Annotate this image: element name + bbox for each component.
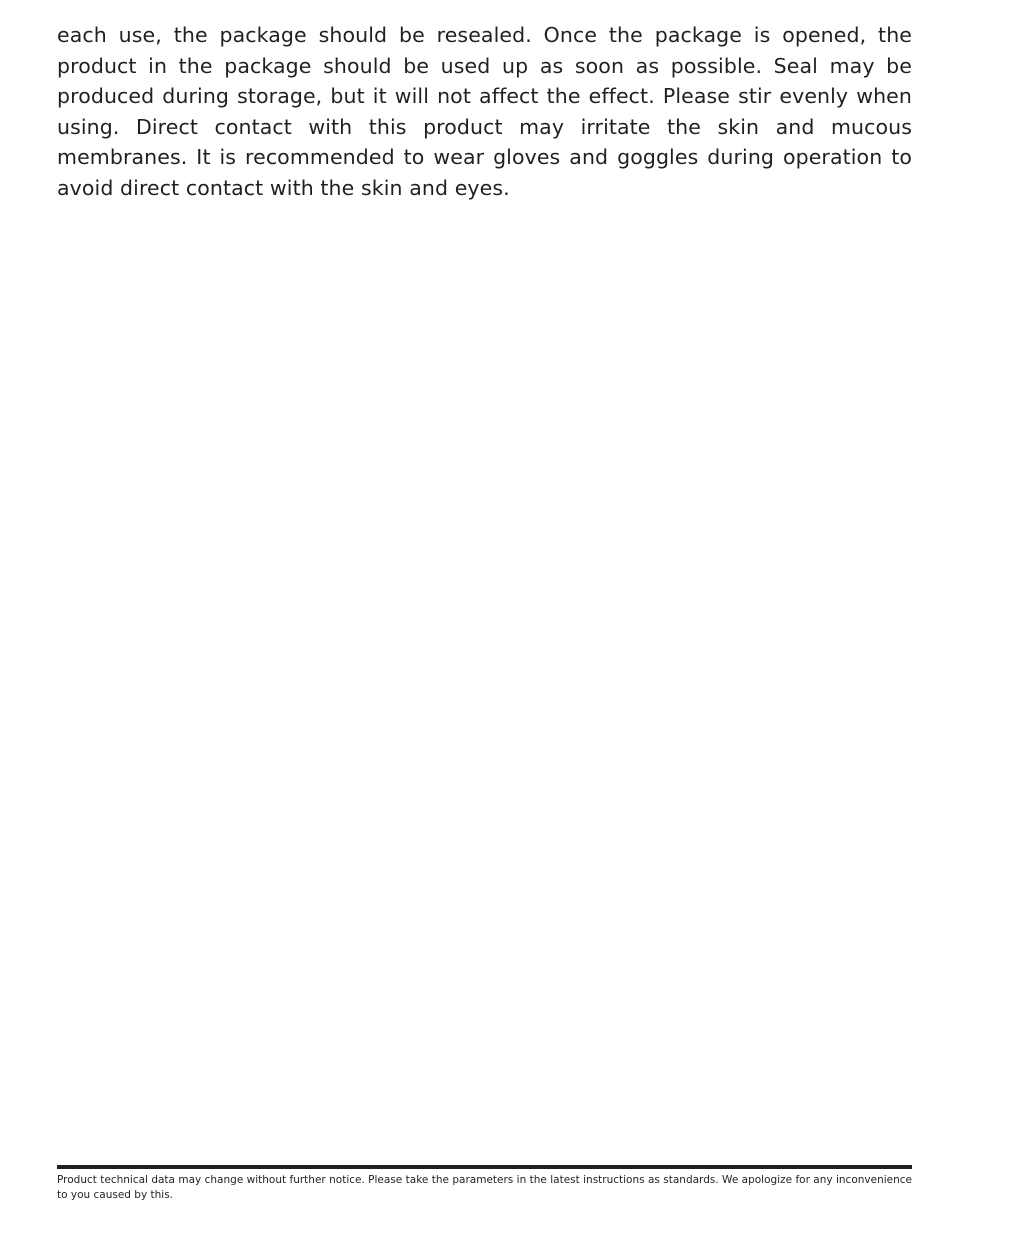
body-paragraph: each use, the package should be resealed. Once the package is opened, the product in the package should be used up as soon as possible. Seal may be produced during storage, but it will not affect the effect. Please stir evenly when using. Direct contact with this product may irritate the skin and mucous membranes. It is recommended to wear gloves and goggles during operation to avoid direct contact with the skin and eyes.	[57, 23, 912, 200]
footer-divider	[57, 1165, 912, 1169]
footer-disclaimer: Product technical data may change without further notice. Please take the parameters in the latest instructions as standards. We apologize for any inconvenience to you caused by this.	[57, 1174, 912, 1201]
